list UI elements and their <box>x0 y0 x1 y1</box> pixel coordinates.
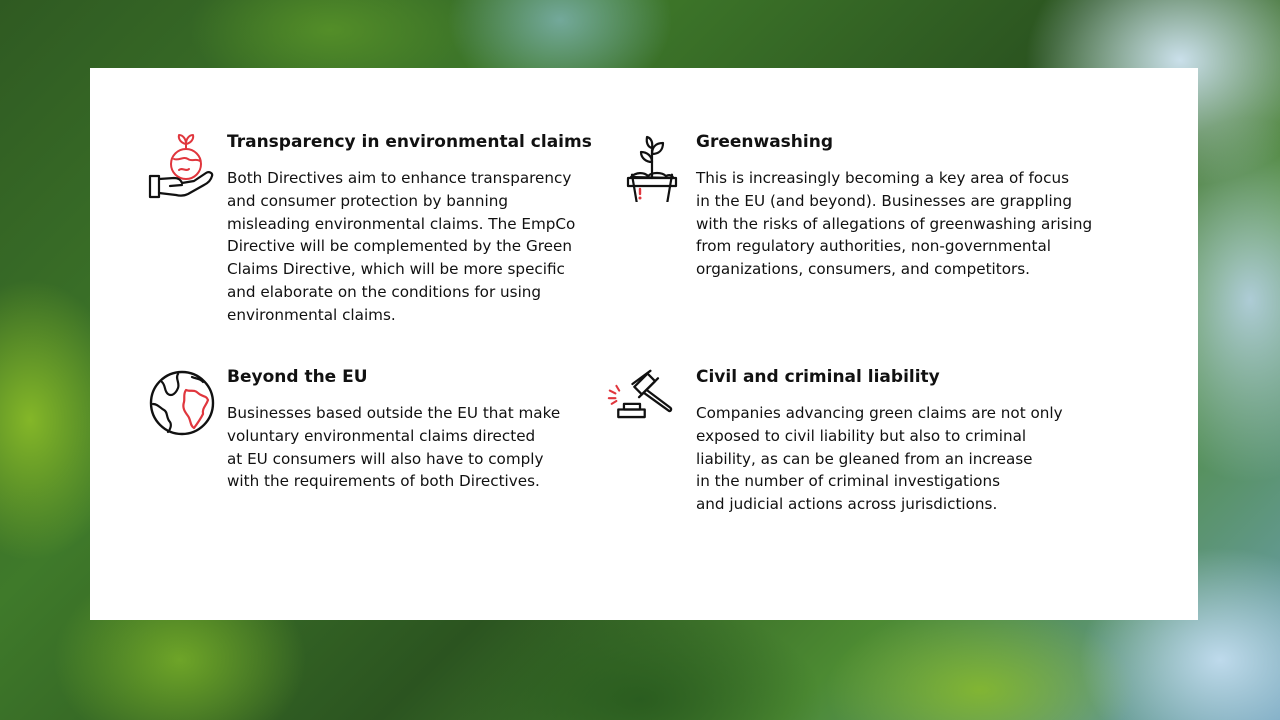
section-heading: Beyond the EU <box>227 367 368 387</box>
content-card <box>90 68 1198 620</box>
section-heading: Greenwashing <box>696 132 833 152</box>
hand-holding-globe-icon <box>148 132 216 202</box>
section-heading: Transparency in environmental claims <box>227 132 592 152</box>
section-body: Companies advancing green claims are not only exposed to civil liability but also to criminal liability, as can be gleaned from an increase in the number of criminal investigations and judicial actions across jurisdictions. <box>696 404 1063 514</box>
section-body: Businesses based outside the EU that make voluntary environmental claims directed at EU consumers will also have to comply with the requirements of both Directives. <box>227 404 561 491</box>
potted-plant-icon <box>618 132 686 202</box>
section-body: Both Directives aim to enhance transparency and consumer protection by banning misleading environmental claims. The EmpCo Directive will be complemented by the Green Claims Directive, which will be more specific and elaborate on the conditions for using environmental claims. <box>227 169 576 324</box>
section-body: This is increasingly becoming a key area of focus in the EU (and beyond). Businesses are grappling with the risks of allegations of greenwashing arising from regulatory authorities, non-governmental organizations, consumers, and competitors. <box>696 169 1093 279</box>
globe-icon <box>148 368 216 438</box>
section-heading: Civil and criminal liability <box>696 367 940 387</box>
gavel-icon <box>606 366 674 436</box>
